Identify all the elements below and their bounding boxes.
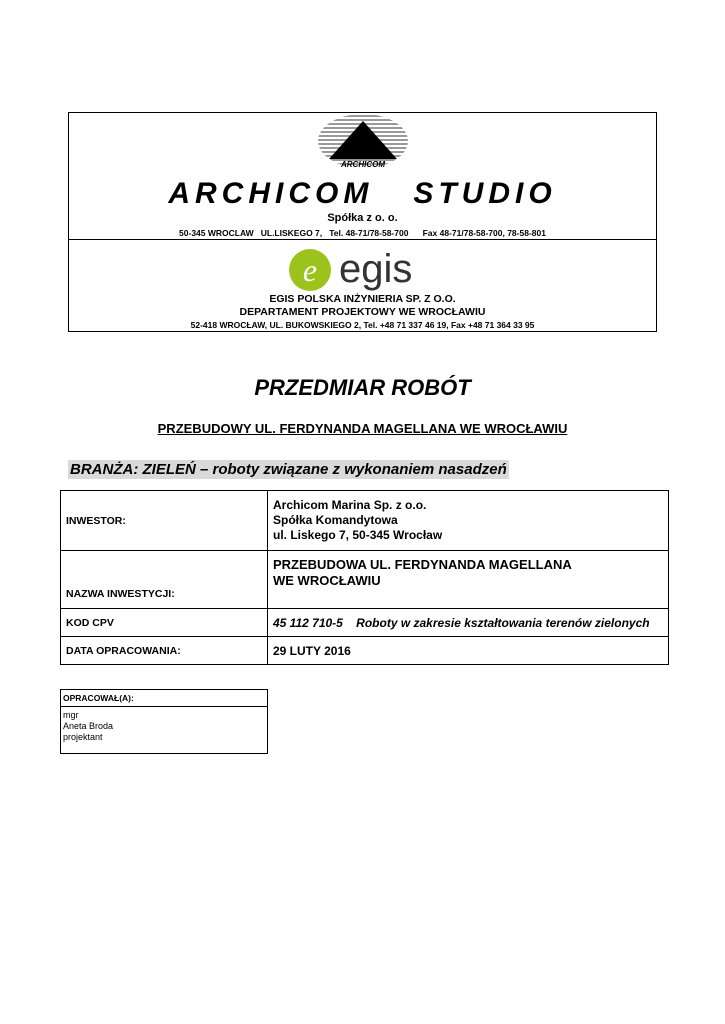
investor-label: INWESTOR: [61,491,268,551]
egis-company: EGIS POLSKA INŻYNIERIA SP. Z O.O. [269,293,456,305]
cpv-label: KOD CPV [61,609,268,637]
prepared-by-label: OPRACOWAŁ(A): [61,690,267,707]
document-title: PRZEDMIAR ROBÓT [254,375,471,400]
header-box [68,112,657,332]
document-subtitle: PRZEBUDOWY UL. FERDYNANDA MAGELLANA WE WROCŁAWIU [157,421,568,436]
table-row-investor [61,491,669,551]
table-row-date [61,637,669,665]
svg-text:egis: egis [339,247,413,291]
prepared-by-role: projektant [63,732,103,742]
investor-line: Spółka Komandytowa [273,513,398,527]
investment-line: WE WROCŁAWIU [273,573,381,588]
date-value: 29 LUTY 2016 [268,637,669,665]
date-label: DATA OPRACOWANIA: [61,637,268,665]
investor-line: ul. Liskego 7, 50-345 Wrocław [273,528,443,542]
info-table [60,490,669,665]
prepared-by-box [60,689,268,754]
archicom-address: 50-345 WROCLAW UL.LISKEGO 7, Tel. 48-71/78-58-700 Fax 48-71/78-58-700, 78-58-801 [179,228,546,238]
company-form: Spółka z o. o. [327,212,398,224]
svg-text:ARCHICOM: ARCHICOM [341,160,385,169]
prepared-by-name: Aneta Broda [63,721,114,731]
investment-label: NAZWA INWESTYCJI: [61,551,268,609]
table-row-cpv [61,609,669,637]
archicom-logo [317,113,409,169]
investment-line: PRZEBUDOWA UL. FERDYNANDA MAGELLANA [273,557,572,572]
prepared-by-degree: mgr [63,710,79,720]
investor-line: Archicom Marina Sp. z o.o. [273,498,427,512]
svg-text:e: e [302,252,318,288]
header-divider [69,239,656,240]
egis-address: 52-418 WROCŁAW, UL. BUKOWSKIEGO 2, Tel. +48 71 337 46 19, Fax +48 71 364 33 95 [190,320,535,330]
egis-logo [287,244,433,294]
investment-value [268,551,669,609]
cpv-value: 45 112 710-5 Roboty w zakresie kształtowania terenów zielonych [268,609,669,637]
investor-value [268,491,669,551]
table-row-investment [61,551,669,609]
egis-department: DEPARTAMENT PROJEKTOWY WE WROCŁAWIU [239,306,486,318]
studio-title: ARCHICOM STUDIO [168,177,557,210]
branza-label: BRANŻA: ZIELEŃ – roboty związane z wykonaniem nasadzeń [70,461,507,478]
